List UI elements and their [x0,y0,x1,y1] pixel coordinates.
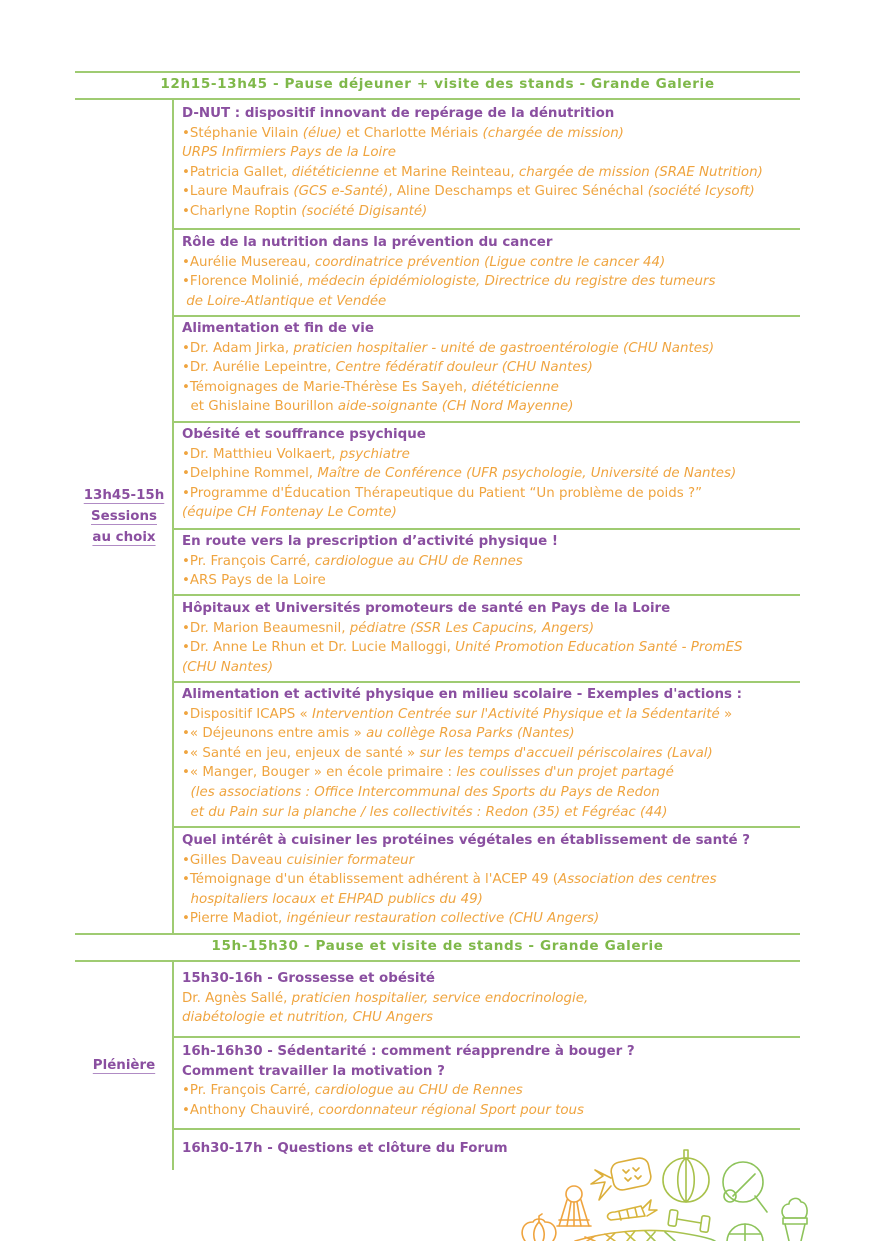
speaker-role: (société Digisanté) [301,203,428,219]
session-title: Alimentation et activité physique en milieu scolaire - Exemples d'actions : [182,687,743,702]
speaker-role: Centre fédératif douleur (CHU Nantes) [335,360,593,376]
food-sport-illustration [515,1140,845,1241]
speaker-role: praticien hospitalier, service endocrinologie, [291,990,589,1006]
speaker-role: diététicienne [471,379,559,395]
speaker-name: •Delphine Rommel, [182,466,318,482]
speaker-name: •Témoignages de Marie-Thérèse Es Sayeh, [182,379,472,395]
speaker-line [182,1101,800,1121]
speaker-name: •Charlyne Roptin [182,203,302,219]
speaker-line [182,339,800,359]
speaker-role: Maître de Conférence (UFR psychologie, Université de Nantes) [317,466,737,482]
speaker-line [182,445,800,465]
speaker-name: •Stéphanie Vilain [182,125,303,141]
speaker-role: Unité Promotion Education Santé - PromES [455,640,743,656]
speaker-role: chargée de mission (SRAE Nutrition) [518,164,763,180]
session-divider [173,681,800,683]
session-divider [173,1036,800,1038]
speaker-line [182,358,800,378]
speaker-line [182,909,800,929]
speaker-line [182,783,800,803]
session-block [182,319,800,417]
afternoon-pause-heading: 15h-15h30 - Pause et visite de stands - Grande Galerie [211,938,664,954]
speaker-line [182,143,800,163]
session-title: Alimentation et fin de vie [182,321,374,336]
session-block [182,969,800,1028]
speaker-role: coordonnateur régional Sport pour tous [318,1102,585,1118]
speaker-name: et Marine Reinteau, [379,164,519,180]
speaker-name: •Patricia Gallet, [182,164,292,180]
dumbbell-icon [668,1210,710,1233]
speaker-role: (chargée de mission) [482,125,624,141]
speaker-line [182,202,800,222]
session-title-line2: Comment travailler la motivation ? [182,1063,445,1079]
speaker-name: •« Déjeunons entre amis » [182,726,367,742]
sessions-label-line1: Sessions [91,509,157,524]
pumpkin-icon [522,1214,556,1241]
speaker-name: et Ghislaine Bourillon [182,399,338,415]
speaker-name: » [719,706,733,722]
speaker-role: les coulisses d'un projet partagé [456,765,674,781]
speaker-line [182,182,800,202]
speaker-line [182,619,800,639]
speaker-line [182,658,800,678]
basketball-icon [727,1224,763,1241]
speaker-role: hospitaliers locaux et EHPAD publics du 49) [182,891,483,907]
session-title: Quel intérêt à cuisiner les protéines végétales en établissement de santé ? [182,833,751,848]
speaker-line [182,803,800,823]
session-divider [173,228,800,230]
speaker-name: •Pr. François Carré, [182,553,315,569]
session-block [182,685,800,822]
speaker-role: cardiologue au CHU de Rennes [314,1083,523,1099]
speaker-name: •Laure Maufrais [182,184,294,200]
speaker-line [182,552,800,572]
speaker-line [182,851,800,871]
session-divider [173,315,800,317]
speaker-line [182,989,800,1009]
speaker-role: pédiatre (SSR Les Capucins, Angers) [349,620,595,636]
pineapple-icon [591,1156,652,1200]
speaker-line [182,163,800,183]
speaker-name: •Dr. Aurélie Lepeintre, [182,360,336,376]
speaker-name: Dr. Agnès Sallé, [182,990,292,1006]
speaker-line [182,638,800,658]
ping-pong-paddle-icon [723,1162,767,1212]
speaker-name: •Gilles Daveau [182,852,287,868]
sessions-label-line2: au choix [92,530,156,545]
session-divider [173,421,800,423]
session-title: Hôpitaux et Universités promoteurs de santé en Pays de la Loire [182,601,671,616]
speaker-name: •Pr. François Carré, [182,1083,315,1099]
speaker-line [182,890,800,910]
speaker-role: coordinatrice prévention (Ligue contre le cancer 44) [314,254,666,270]
shuttlecock-icon [557,1186,591,1226]
speaker-name: •Dr. Marion Beaumesnil, [182,620,350,636]
speaker-line [182,464,800,484]
speaker-line [182,705,800,725]
speaker-role: cuisinier formateur [286,852,415,868]
speaker-name: •Dr. Matthieu Volkaert, [182,446,340,462]
carrot-icon [608,1200,657,1220]
session-block [182,104,800,222]
speaker-role: ingénieur restauration collective (CHU Angers) [286,911,600,927]
speaker-line [182,503,800,523]
pleniere-label-text: Plénière [92,1058,156,1073]
speaker-role: de Loire-Atlantique et Vendée [182,293,387,309]
sessions-label [76,485,172,548]
speaker-name: •« Manger, Bouger » en école primaire : [182,765,457,781]
speaker-role: Association des centres [558,872,717,888]
session-title: D-NUT : dispositif innovant de repérage de la dénutrition [182,106,615,121]
speaker-role: aide-soignante (CH Nord Mayenne) [337,399,574,415]
speaker-line [182,724,800,744]
speaker-role: psychiatre [339,446,410,462]
session-block [182,233,800,311]
speaker-line [182,397,800,417]
speaker-role: (CHU Nantes) [182,659,274,675]
session-divider [173,826,800,828]
divider [75,960,800,962]
session-title: 16h-16h30 - Sédentarité : comment réapprendre à bouger ? [182,1044,635,1059]
bridge-icon [575,1230,715,1241]
speaker-line [182,1008,800,1028]
speaker-name: et Charlotte Mériais [341,125,483,141]
speaker-role: diététicienne [291,164,380,180]
speaker-line [182,292,800,312]
speaker-role: (société Icysoft) [647,184,755,200]
divider [75,98,800,100]
speaker-line [182,378,800,398]
speaker-role: (GCS e-Santé) [293,184,389,200]
speaker-role: sur les temps d'accueil périscolaires (Laval) [419,745,713,761]
speaker-name: •Programme d'Éducation Thérapeutique du Patient “Un problème de poids ?” [182,485,703,501]
speaker-name: •Témoignage d'un établissement adhérent à l'ACEP 49 ( [182,872,559,888]
speaker-line [182,253,800,273]
speaker-role: cardiologue au CHU de Rennes [314,553,523,569]
speaker-name: •Aurélie Musereau, [182,254,315,270]
speaker-role: URPS Infirmiers Pays de la Loire [182,145,397,161]
speaker-line [182,272,800,292]
speaker-role: et du Pain sur la planche / les collectivités : Redon (35) et Fégréac (44) [182,804,668,820]
session-block [182,831,800,929]
session-divider [173,528,800,530]
session-title: Obésité et souffrance psychique [182,427,426,442]
speaker-role: médecin épidémiologiste, Directrice du registre des tumeurs [307,274,716,290]
sessions-time: 13h45-15h [83,488,165,503]
speaker-name: •Dispositif ICAPS « [182,706,312,722]
speaker-name: •Pierre Madiot, [182,911,287,927]
column-divider [172,961,174,1170]
session-title: 16h30-17h - Questions et clôture du Forum [182,1141,508,1156]
divider [75,71,800,73]
session-divider [173,1128,800,1130]
lunch-pause-heading: 12h15-13h45 - Pause déjeuner + visite des stands - Grande Galerie [160,76,715,92]
ice-cream-icon [782,1198,807,1241]
session-block [182,1042,800,1120]
speaker-line [182,484,800,504]
column-divider [172,99,174,934]
speaker-name: •Dr. Anne Le Rhun et Dr. Lucie Malloggi, [182,640,456,656]
speaker-name: •ARS Pays de la Loire [182,573,326,589]
divider [75,933,800,935]
speaker-role: au collège Rosa Parks (Nantes) [366,726,575,742]
speaker-name: •Dr. Adam Jirka, [182,340,294,356]
speaker-name: •Anthony Chauviré, [182,1102,319,1118]
speaker-role: Intervention Centrée sur l'Activité Physique et la Sédentarité [311,706,720,722]
speaker-name: •« Santé en jeu, enjeux de santé » [182,745,420,761]
speaker-line [182,870,800,890]
speaker-role: diabétologie et nutrition, CHU Angers [182,1010,433,1026]
speaker-role: (équipe CH Fontenay Le Comte) [182,505,397,521]
session-title: Rôle de la nutrition dans la prévention du cancer [182,235,553,250]
speaker-role: praticien hospitalier - unité de gastroentérologie (CHU Nantes) [293,340,715,356]
speaker-name: •Florence Molinié, [182,274,308,290]
speaker-line [182,744,800,764]
session-block [182,532,800,591]
speaker-role: (élue) [302,125,342,141]
squash-icon [663,1150,709,1202]
speaker-line [182,763,800,783]
pleniere-label [76,1055,172,1076]
session-title: En route vers la prescription d’activité physique ! [182,534,558,549]
speaker-line [182,571,800,591]
speaker-role: (les associations : Office Intercommunal des Sports du Pays de Redon [182,784,660,800]
speaker-line [182,1081,800,1101]
speaker-name: , Aline Deschamps et Guirec Sénéchal [388,184,648,200]
session-title: 15h30-16h - Grossesse et obésité [182,971,435,986]
speaker-line [182,124,800,144]
session-divider [173,594,800,596]
session-block [182,425,800,523]
session-block [182,599,800,677]
